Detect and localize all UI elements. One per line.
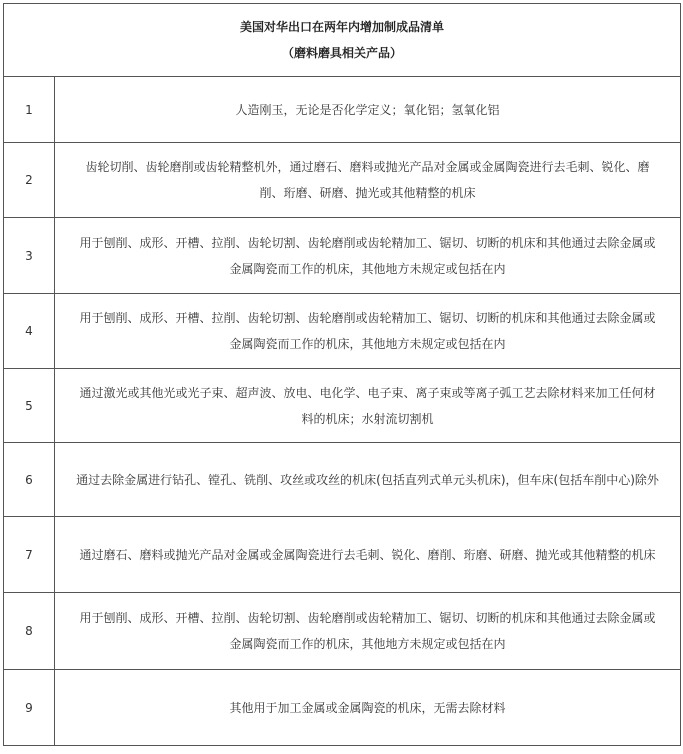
- row-description: [55, 143, 681, 218]
- row-description: [55, 593, 681, 670]
- row-description: [55, 517, 681, 593]
- row-number: 2: [4, 143, 55, 218]
- table-row: [4, 369, 681, 443]
- row-number: 9: [4, 670, 55, 746]
- row-description: [55, 670, 681, 746]
- description-line: 通过激光或其他光或光子束、超声波、放电、电化学、电子束、离子束或等离子弧工艺去除材料来加工任何材: [79, 385, 656, 400]
- table-row: [4, 77, 681, 143]
- description-line: 金属陶瓷而工作的机床，其他地方未规定或包括在内: [229, 337, 506, 351]
- description-line: 通过去除金属进行钻孔、镗孔、铣削、攻丝或攻丝的机床(包括直列式单元头机床)，但车床(包括车削中心)除外: [76, 472, 659, 487]
- row-description: [55, 369, 681, 443]
- table-row: [4, 517, 681, 593]
- description-line: 料的机床；水射流切割机: [301, 411, 434, 426]
- table-header-row: [4, 4, 681, 77]
- table-row: [4, 143, 681, 218]
- description-line: 其他用于加工金属或金属陶瓷的机床，无需去除材料: [229, 700, 506, 715]
- description-line: 通过磨石、磨料或抛光产品对金属或金属陶瓷进行去毛刺、锐化、磨削、珩磨、研磨、抛光或其他精整的机床: [79, 547, 656, 562]
- description-line: 金属陶瓷而工作的机床，其他地方未规定或包括在内: [229, 637, 506, 651]
- description-line: 金属陶瓷而工作的机床，其他地方未规定或包括在内: [229, 261, 506, 276]
- table-row: [4, 443, 681, 517]
- description-line: 用于刨削、成形、开槽、拉削、齿轮切割、齿轮磨削或齿轮精加工、锯切、切断的机床和其他通过去除金属或: [79, 311, 656, 325]
- product-list-table: [3, 3, 681, 746]
- table-row: [4, 593, 681, 670]
- table-row: [4, 294, 681, 369]
- table-header-cell: [4, 4, 681, 77]
- row-number: 4: [4, 294, 55, 369]
- table-subtitle: （磨料磨具相关产品）: [282, 46, 403, 60]
- row-description: [55, 77, 681, 143]
- table-row: [4, 670, 681, 746]
- description-line: 用于刨削、成形、开槽、拉削、齿轮切割、齿轮磨削或齿轮精加工、锯切、切断的机床和其他通过去除金属或: [79, 235, 656, 250]
- row-number: 1: [4, 77, 55, 143]
- row-description: [55, 443, 681, 517]
- row-description: [55, 218, 681, 294]
- row-number: 3: [4, 218, 55, 294]
- description-line: 削、珩磨、研磨、抛光或其他精整的机床: [259, 186, 476, 200]
- description-line: 用于刨削、成形、开槽、拉削、齿轮切割、齿轮磨削或齿轮精加工、锯切、切断的机床和其他通过去除金属或: [79, 611, 656, 625]
- row-number: 6: [4, 443, 55, 517]
- description-line: 齿轮切削、齿轮磨削或齿轮精整机外，通过磨石、磨料或抛光产品对金属或金属陶瓷进行去毛刺、锐化、磨: [85, 160, 650, 174]
- row-description: [55, 294, 681, 369]
- table-title: 美国对华出口在两年内增加制成品清单: [240, 20, 445, 34]
- row-number: 7: [4, 517, 55, 593]
- row-number: 5: [4, 369, 55, 443]
- row-number: 8: [4, 593, 55, 670]
- table-row: [4, 218, 681, 294]
- description-line: 人造刚玉，无论是否化学定义；氧化铝；氢氧化铝: [235, 102, 500, 117]
